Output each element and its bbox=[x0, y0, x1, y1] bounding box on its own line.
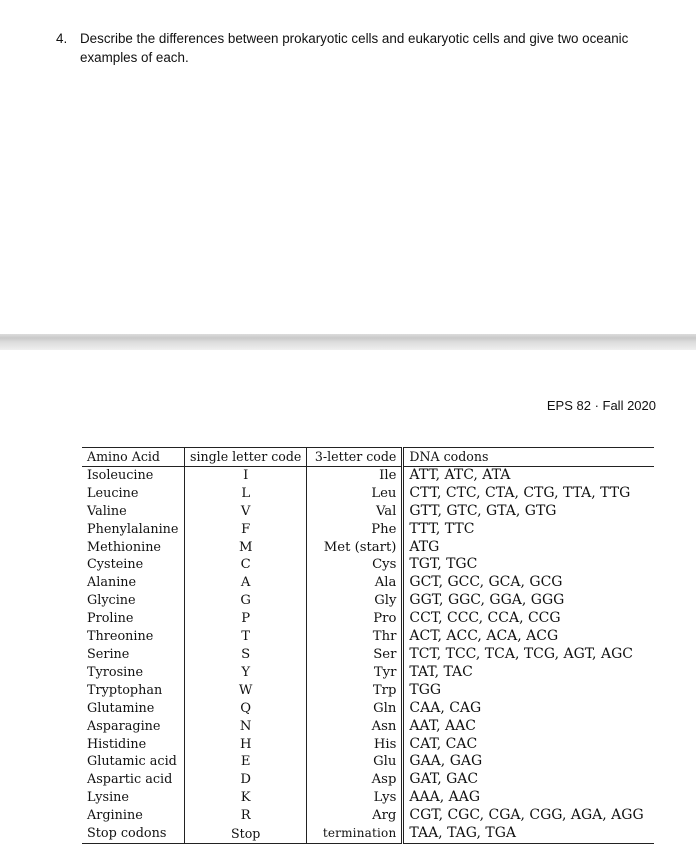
dna-codons: CAT, CAC bbox=[403, 736, 655, 754]
page-top bbox=[0, 0, 696, 334]
amino-acid-name: Threonine bbox=[87, 629, 154, 645]
three-letter-code: Thr bbox=[307, 628, 403, 646]
three-letter-code: Lys bbox=[307, 789, 403, 807]
single-letter-code: N bbox=[185, 718, 307, 736]
three-letter-code: Ser bbox=[307, 646, 403, 664]
dna-codons: CCT, CCC, CCA, CCG bbox=[403, 610, 655, 628]
single-letter-code: P bbox=[185, 610, 307, 628]
table-row bbox=[82, 789, 654, 807]
amino-acid-name: Arginine bbox=[87, 808, 143, 824]
amino-acid-name: Glutamine bbox=[87, 700, 155, 716]
amino-acid-codon-table bbox=[82, 447, 654, 844]
single-letter-code: W bbox=[185, 682, 307, 700]
table-row bbox=[82, 628, 654, 646]
single-letter-code: E bbox=[185, 753, 307, 771]
single-letter-code: H bbox=[185, 736, 307, 754]
three-letter-code: Gly bbox=[307, 592, 403, 610]
three-letter-code: Pro bbox=[307, 610, 403, 628]
single-letter-code: C bbox=[185, 556, 307, 574]
single-letter-code: D bbox=[185, 771, 307, 789]
table-row bbox=[82, 485, 654, 503]
three-letter-code: termination bbox=[307, 825, 403, 843]
three-letter-code: Phe bbox=[307, 521, 403, 539]
table-row bbox=[82, 646, 654, 664]
dna-codons: ATT, ATC, ATA bbox=[403, 466, 655, 484]
amino-acid-name: Valine bbox=[87, 503, 127, 519]
table-row bbox=[82, 825, 654, 843]
three-letter-code: Asn bbox=[307, 718, 403, 736]
amino-acid-name: Proline bbox=[87, 611, 134, 627]
amino-acid-name: Asparagine bbox=[87, 718, 161, 734]
table-row bbox=[82, 521, 654, 539]
single-letter-code: F bbox=[185, 521, 307, 539]
dna-codons: AAA, AAG bbox=[403, 789, 655, 807]
header-single-letter-code: single letter code bbox=[185, 448, 307, 467]
single-letter-code: I bbox=[185, 466, 307, 484]
three-letter-code: Met (start) bbox=[307, 539, 403, 557]
three-letter-code: Ile bbox=[307, 466, 403, 484]
table-row bbox=[82, 556, 654, 574]
amino-acid-name: Tyrosine bbox=[87, 664, 144, 680]
amino-acid-name: Tryptophan bbox=[87, 682, 163, 698]
question-text: Describe the differences between prokaryotic cells and eukaryotic cells and give two oceanic examples of each. bbox=[80, 31, 629, 65]
table-row bbox=[82, 753, 654, 771]
three-letter-code: Ala bbox=[307, 574, 403, 592]
amino-acid-name: Stop codons bbox=[82, 825, 185, 843]
amino-acid-name: Alanine bbox=[87, 575, 137, 591]
table-body bbox=[82, 466, 654, 843]
dna-codons: CAA, CAG bbox=[403, 700, 655, 718]
table-row bbox=[82, 466, 654, 484]
single-letter-code: K bbox=[185, 789, 307, 807]
amino-acid-name: Methionine bbox=[87, 539, 162, 555]
header-amino-acid: Amino Acid bbox=[82, 448, 185, 467]
three-letter-code: Arg bbox=[307, 807, 403, 825]
single-letter-code: R bbox=[185, 807, 307, 825]
table-row bbox=[82, 539, 654, 557]
course-header: EPS 82 · Fall 2020 bbox=[546, 398, 656, 413]
three-letter-code: His bbox=[307, 736, 403, 754]
page-bottom bbox=[0, 350, 696, 844]
header-three-letter-code: 3-letter code bbox=[307, 448, 403, 467]
dna-codons: TCT, TCC, TCA, TCG, AGT, AGC bbox=[403, 646, 655, 664]
single-letter-code: G bbox=[185, 592, 307, 610]
single-letter-code: V bbox=[185, 503, 307, 521]
single-letter-code: Y bbox=[185, 664, 307, 682]
table-row bbox=[82, 574, 654, 592]
table-row bbox=[82, 664, 654, 682]
amino-acid-name: Phenylalanine bbox=[87, 521, 179, 537]
table-row bbox=[82, 736, 654, 754]
table-row bbox=[82, 718, 654, 736]
dna-codons: AAT, AAC bbox=[403, 718, 655, 736]
table-row bbox=[82, 700, 654, 718]
amino-acid-name: Cysteine bbox=[87, 557, 144, 573]
three-letter-code: Glu bbox=[307, 753, 403, 771]
three-letter-code: Gln bbox=[307, 700, 403, 718]
three-letter-code: Val bbox=[307, 503, 403, 521]
three-letter-code: Cys bbox=[307, 556, 403, 574]
table-row bbox=[82, 771, 654, 789]
amino-acid-name: Leucine bbox=[87, 485, 139, 501]
dna-codons: GTT, GTC, GTA, GTG bbox=[403, 503, 655, 521]
amino-acid-name: Serine bbox=[87, 646, 130, 662]
dna-codons: TAT, TAC bbox=[403, 664, 655, 682]
dna-codons: ATG bbox=[403, 539, 655, 557]
table-row bbox=[82, 610, 654, 628]
question-number: 4. bbox=[56, 31, 68, 46]
single-letter-code: Q bbox=[185, 700, 307, 718]
single-letter-code: L bbox=[185, 485, 307, 503]
dna-codons: GAA, GAG bbox=[403, 753, 655, 771]
dna-codons: TGT, TGC bbox=[403, 556, 655, 574]
header-dna-codons: DNA codons bbox=[403, 448, 655, 467]
amino-acid-name: Aspartic acid bbox=[87, 772, 173, 788]
three-letter-code: Tyr bbox=[307, 664, 403, 682]
table-row bbox=[82, 592, 654, 610]
amino-acid-name: Histidine bbox=[87, 736, 147, 752]
page-separator bbox=[0, 334, 696, 350]
dna-codons: TTT, TTC bbox=[403, 521, 655, 539]
amino-acid-name: Lysine bbox=[87, 790, 129, 806]
table-row bbox=[82, 682, 654, 700]
three-letter-code: Asp bbox=[307, 771, 403, 789]
table-header-row bbox=[82, 448, 654, 467]
table-row bbox=[82, 503, 654, 521]
amino-acid-name: Glutamic acid bbox=[87, 754, 177, 770]
dna-codons: GCT, GCC, GCA, GCG bbox=[403, 574, 655, 592]
three-letter-code: Leu bbox=[307, 485, 403, 503]
dna-codons: CTT, CTC, CTA, CTG, TTA, TTG bbox=[403, 485, 655, 503]
dna-codons: GAT, GAC bbox=[403, 771, 655, 789]
single-letter-code: S bbox=[185, 646, 307, 664]
dna-codons: TAA, TAG, TGA bbox=[403, 825, 655, 843]
amino-acid-name: Glycine bbox=[87, 593, 136, 609]
table-row bbox=[82, 807, 654, 825]
dna-codons: ACT, ACC, ACA, ACG bbox=[403, 628, 655, 646]
three-letter-code: Trp bbox=[307, 682, 403, 700]
dna-codons: TGG bbox=[403, 682, 655, 700]
dna-codons: GGT, GGC, GGA, GGG bbox=[403, 592, 655, 610]
single-letter-code: T bbox=[185, 628, 307, 646]
dna-codons: CGT, CGC, CGA, CGG, AGA, AGG bbox=[403, 807, 655, 825]
amino-acid-name: Isoleucine bbox=[87, 467, 154, 483]
single-letter-code: Stop bbox=[185, 825, 307, 843]
single-letter-code: A bbox=[185, 574, 307, 592]
single-letter-code: M bbox=[185, 539, 307, 557]
